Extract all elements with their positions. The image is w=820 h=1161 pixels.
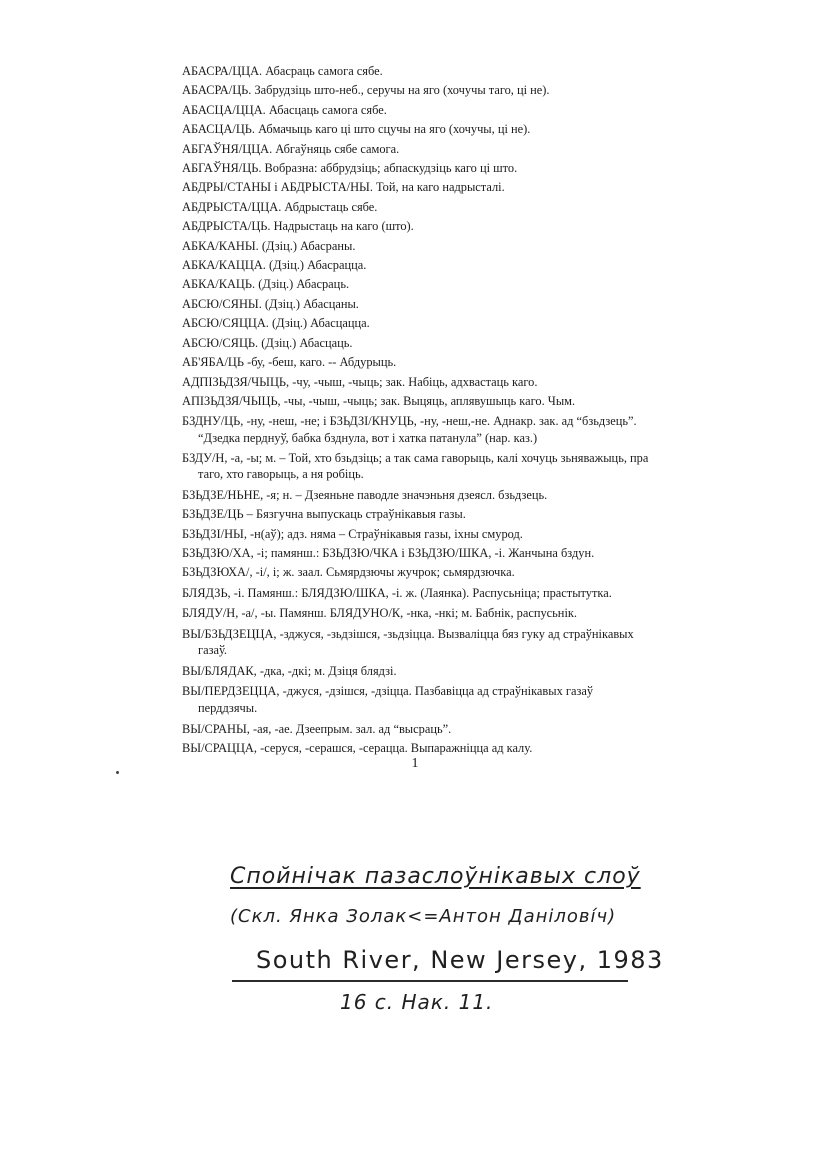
page-number: 1 <box>411 756 419 771</box>
dictionary-entry: БЗДУ/Н, -а, -ы; м. – Той, хто бзьдзіць; а так сама гаворыць, калі хочуць зьняважыць, пра таго, хто гаворыць, а ня робіць. <box>182 450 649 482</box>
dictionary-entry: АБАСЦА/ЦЬ. Абмачыць каго ці што сцучы на яго (хочучы, ці не). <box>182 122 531 137</box>
dictionary-entry: ВЫ/ПЕРДЗЕЦЦА, -джуся, -дзішся, -дзіцца. Пазбавіцца ад страўнікавых газаў перддзячы. <box>182 684 594 715</box>
dictionary-entry: АБСЮ/СЯНЫ. (Дзіц.) Абасцаны. <box>182 296 359 311</box>
dictionary-entry: ВЫ/СРАЦЦА, -серуся, -серашся, -серацца. Выпаражніцца ад калу. <box>182 740 533 755</box>
dictionary-entry: БЗДНУ/ЦЬ, -ну, -неш, -не; і БЗЬДЗІ/КНУЦЬ, -ну, -неш,-не. Аднакр. зак. ад “бзьдзець”. “Дзедка перднуў, бабка бзднула, вот і хатка патанула” (нар. каз.) <box>182 414 637 445</box>
dictionary-entry: АБАСРА/ЦЦА. Абасраць самога сябе. <box>182 64 383 78</box>
dictionary-entry: АБСЮ/СЯЦЦА. (Дзіц.) Абасцацца. <box>182 316 370 331</box>
dictionary-entry: АДПІЗЬДЗЯ/ЧЫЦЬ, -чу, -чыш, -чыць; зак. Набіць, адхвастаць каго. <box>182 374 538 389</box>
dictionary-entry: БЛЯДЗЬ, -і. Памянш.: БЛЯДЗЮ/ШКА, -і. ж. (Лаянка). Распусьніца; прастытутка. <box>182 585 612 600</box>
scan-speck <box>116 771 119 774</box>
dictionary-entry: ВЫ/БЗЬДЗЕЦЦА, -зджуся, -зьдзішся, -зьдзіцца. Вызваліцца бяз гуку ад страўнікавых газаў. <box>182 626 634 658</box>
dictionary-entry: АБАСЦА/ЦЦА. Абасцаць самога сябе. <box>182 102 387 117</box>
dictionary-entry: БЗЬДЗЮ/ХА, -і; памянш.: БЗЬДЗЮ/ЧКА і БЗЬДЗЮ/ШКА, -і. Жанчына бздун. <box>182 545 595 560</box>
handwritten-compiler: (Скл. Янка Золак<=Антон Данілові́ч) <box>230 906 617 927</box>
dictionary-entry: АБКА/КАЦЦА. (Дзіц.) Абасрацца. <box>182 258 367 273</box>
dictionary-entries <box>182 62 652 758</box>
dictionary-entry: АБДРЫ/СТАНЫ і АБДРЫСТА/НЫ. Той, на каго надрысталі. <box>182 180 505 195</box>
dictionary-entry: АБСЮ/СЯЦЬ. (Дзіц.) Абасцаць. <box>182 335 353 350</box>
handwritten-underline <box>232 980 628 982</box>
dictionary-entry: АПІЗЬДЗЯ/ЧЫЦЬ, -чы, -чыш, -чыць; зак. Выцяць, аплявушыць каго. Чым. <box>182 393 576 408</box>
dictionary-entry: АБ'ЯБА/ЦЬ -бу, -беш, каго. -- Абдурыць. <box>182 355 397 370</box>
dictionary-entry: АБКА/КАЦЬ. (Дзіц.) Абасраць. <box>182 277 350 292</box>
dictionary-entry: БЗЬДЗІ/НЫ, -н(аў); адз. няма – Страўнікавыя газы, іхны смурод. <box>182 526 523 541</box>
dictionary-entry: БЛЯДУ/Н, -а/, -ы. Памянш. БЛЯДУНО/К, -нка, -нкі; м. Бабнік, распусьнік. <box>182 606 577 621</box>
dictionary-entry: ВЫ/БЛЯДАК, -дка, -дкі; м. Дзіця блядзі. <box>182 663 397 678</box>
dictionary-entry: АБДРЫСТА/ЦЬ. Надрыстаць на каго (што). <box>182 219 414 234</box>
dictionary-entry: БЗЬДЗЕ/ЦЬ – Бязгучна выпускаць страўнікавыя газы. <box>182 507 466 522</box>
dictionary-entry: ВЫ/СРАНЫ, -ая, -ае. Дзеепрым. зал. ад “высраць”. <box>182 721 452 736</box>
dictionary-entry: АБДРЫСТА/ЦЦА. Абдрыстаць сябе. <box>182 199 378 214</box>
handwritten-pages: 16 с. Нак. 11. <box>340 990 494 1014</box>
dictionary-entry: БЗЬДЗЮХА/, -і/, і; ж. заал. Сьмярдзючы жучрок; сьмярдзючка. <box>182 565 515 580</box>
dictionary-entry: АБГАЎНЯ/ЦЦА. Абгаўняць сябе самога. <box>182 141 400 156</box>
dictionary-entry: АБКА/КАНЫ. (Дзіц.) Абасраны. <box>182 238 356 253</box>
handwritten-place-year: South River, New Jersey, 1983 <box>256 946 664 974</box>
dictionary-entry: БЗЬДЗЕ/НЬНЕ, -я; н. – Дзеяньне паводле значэньня дзеясл. бзьдзець. <box>182 487 548 502</box>
dictionary-entry: АБГАЎНЯ/ЦЬ. Вобразна: аббрудзіць; абпаскудзіць каго ці што. <box>182 161 518 176</box>
dictionary-entry: АБАСРА/ЦЬ. Забрудзіць што-неб., серучы на яго (хочучы таго, ці не). <box>182 83 550 98</box>
handwritten-title: Спойнічак пазаслоўнікавых слоў <box>230 864 641 889</box>
